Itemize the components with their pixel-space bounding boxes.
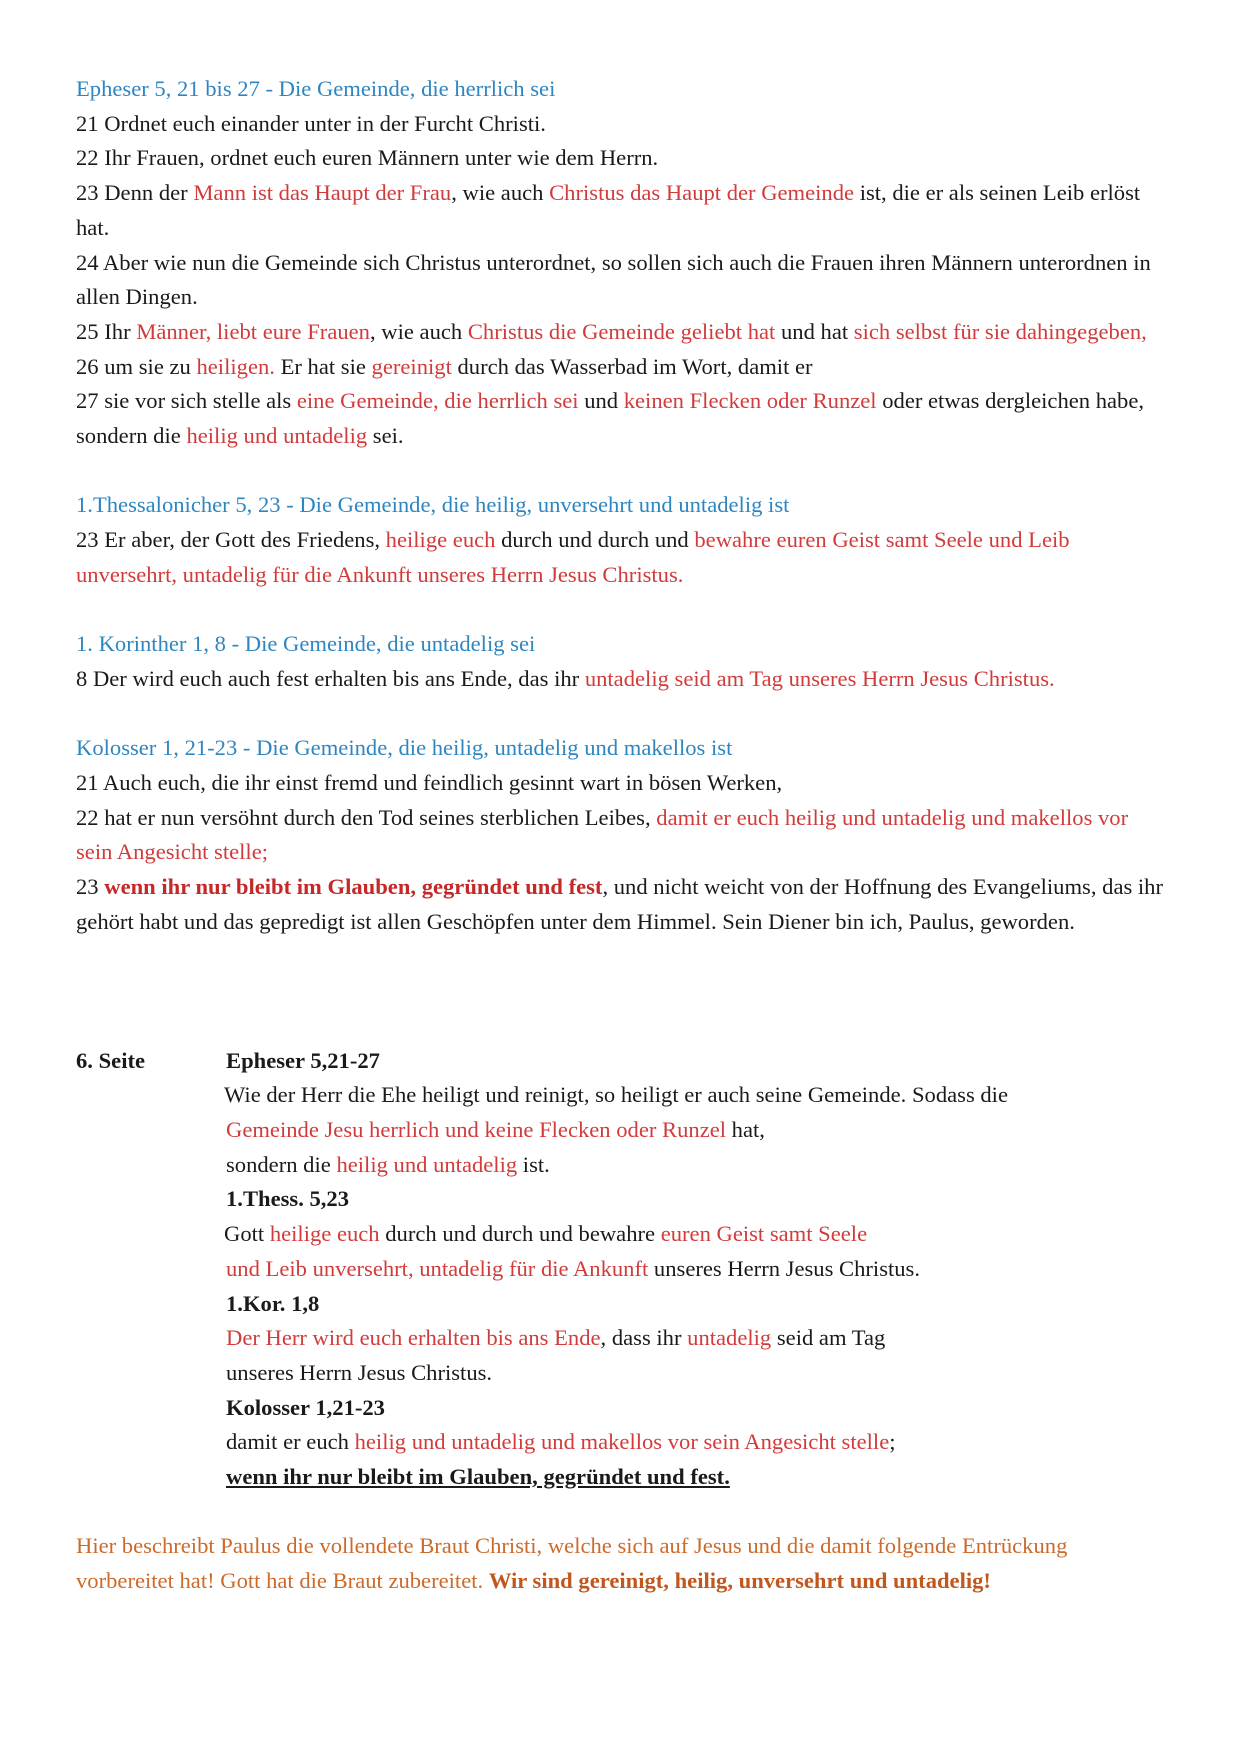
verse-eph-23: 23 Denn der Mann ist das Haupt der Frau, wie auch Christus das Haupt der Gemeinde ist, die er als seinen Leib erlöst hat. — [76, 180, 1141, 240]
summary-ref-kol: Kolosser 1,21-23 — [226, 1394, 385, 1420]
summary-label: 6. Seite — [76, 1047, 146, 1073]
summary-eph-line-2: Gemeinde Jesu herrlich und keine Flecken oder Runzel hat, — [226, 1117, 765, 1142]
verse-eph-26: 26 um sie zu heiligen. Er hat sie gereinigt durch das Wasserbad im Wort, damit er — [76, 353, 813, 379]
section-epheser — [76, 72, 1170, 454]
verse-kol-22: 22 hat er nun versöhnt durch den Tod seines sterblichen Leibes, damit er euch heilig und untadelig und makellos vor sein Angesicht stelle; — [76, 804, 1129, 865]
heading-epheser: Epheser 5, 21 bis 27 - Die Gemeinde, die herrlich sei — [76, 76, 556, 101]
section-kolosser — [76, 731, 1170, 939]
verse-eph-21: 21 Ordnet euch einander unter in der Furcht Christi. — [76, 110, 546, 136]
verse-eph-22: 22 Ihr Frauen, ordnet euch euren Männern unter wie dem Herrn. — [76, 145, 659, 171]
summary-ref-kor: 1.Kor. 1,8 — [226, 1290, 320, 1316]
heading-thessalonicher: 1.Thessalonicher 5, 23 - Die Gemeinde, die heilig, unversehrt und untadelig ist — [76, 492, 790, 518]
summary-eph-line-1: Wie der Herr die Ehe heiligt und reinigt, so heiligt er auch seine Gemeinde. Sodass die — [224, 1082, 1008, 1108]
verse-thess-23: 23 Er aber, der Gott des Friedens, heilige euch durch und durch und bewahre euren Geist samt Seele und Leib unversehrt, untadelig für die Ankunft unseres Herrn Jesus Christus. — [76, 527, 1070, 587]
summary-kor-line-2: unseres Herrn Jesus Christus. — [226, 1359, 493, 1385]
conclusion-text: Hier beschreibt Paulus die vollendete Braut Christi, welche sich auf Jesus und die damit folgende Entrückung vorbereitet hat! Gott hat die Braut zubereitet. — [76, 1533, 1068, 1594]
verse-eph-25: 25 Ihr Männer, liebt eure Frauen, wie auch Christus die Gemeinde geliebt hat und hat sich selbst für sie dahingegeben, — [76, 318, 1147, 344]
section-korinther — [76, 627, 1170, 696]
summary-thess-line-2: und Leib unversehrt, untadelig für die Ankunft unseres Herrn Jesus Christus. — [226, 1255, 921, 1281]
summary-ref-epheser: Epheser 5,21-27 — [226, 1047, 380, 1073]
summary-ref-thess: 1.Thess. 5,23 — [226, 1186, 350, 1212]
summary-kol-line-2: wenn ihr nur bleibt im Glauben, gegründet und fest. — [226, 1464, 730, 1490]
verse-kol-23: 23 wenn ihr nur bleibt im Glauben, gegründet und fest, und nicht weicht von der Hoffnung des Evangeliums, das ihr gehört habt und das gepredigt ist allen Geschöpfen unter dem Himmel. Sein Diener bin ich, Paulus, geworden. — [76, 874, 1164, 934]
section-thessalonicher — [76, 488, 1170, 592]
verse-kol-21: 21 Auch euch, die ihr einst fremd und feindlich gesinnt wart in bösen Werken, — [76, 770, 783, 796]
summary-body — [224, 1044, 1170, 1495]
summary-eph-line-3: sondern die heilig und untadelig ist. — [226, 1151, 550, 1177]
verse-kor-8: 8 Der wird euch auch fest erhalten bis ans Ende, das ihr untadelig seid am Tag unseres Herrn Jesus Christus. — [76, 665, 1055, 691]
summary-kor-line-1: Der Herr wird euch erhalten bis ans Ende, dass ihr untadelig seid am Tag — [226, 1325, 886, 1351]
summary-thess-line-1: Gott heilige euch durch und durch und bewahre euren Geist samt Seele — [224, 1221, 868, 1247]
verse-eph-24: 24 Aber wie nun die Gemeinde sich Christus unterordnet, so sollen sich auch die Frauen ihren Männern unterordnen in allen Dingen. — [76, 249, 1151, 310]
heading-korinther: 1. Korinther 1, 8 - Die Gemeinde, die untadelig sei — [76, 631, 536, 657]
conclusion-bold: Wir sind gereinigt, heilig, unversehrt und untadelig! — [488, 1568, 991, 1594]
verse-eph-27: 27 sie vor sich stelle als eine Gemeinde, die herrlich sei und keinen Flecken oder Runzel oder etwas dergleichen habe, sondern die heilig und untadelig sei. — [76, 388, 1145, 449]
conclusion-paragraph — [76, 1529, 1170, 1598]
summary-kol-line-1: damit er euch heilig und untadelig und makellos vor sein Angesicht stelle; — [226, 1429, 896, 1455]
heading-kolosser: Kolosser 1, 21-23 - Die Gemeinde, die heilig, untadelig und makellos ist — [76, 735, 733, 761]
summary-block — [76, 1044, 1170, 1495]
spacer — [76, 974, 1170, 1009]
